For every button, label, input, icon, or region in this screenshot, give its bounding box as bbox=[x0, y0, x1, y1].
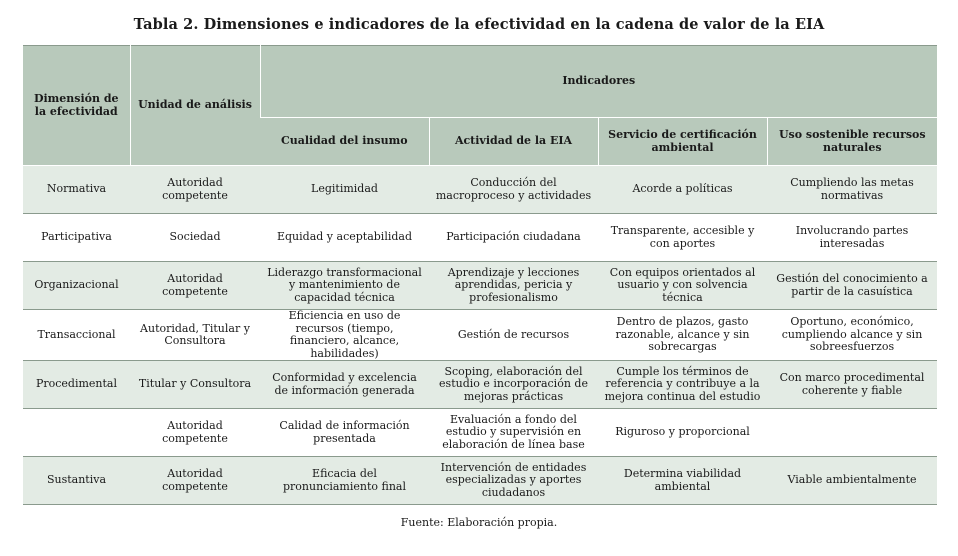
table-row bbox=[23, 166, 937, 214]
table-cell: Eficacia del pronunciamiento final bbox=[260, 457, 429, 505]
header-col-uso: Uso sostenible recursos naturales bbox=[767, 118, 937, 166]
table-cell: Equidad y aceptabilidad bbox=[260, 214, 429, 262]
table-cell: Gestión del conocimiento a partir de la casuística bbox=[767, 262, 937, 310]
table-row bbox=[23, 214, 937, 262]
table-cell: Con marco procedimental coherente y fiable bbox=[767, 361, 937, 409]
table-cell: Eficiencia en uso de recursos (tiempo, financiero, alcance, habilidades) bbox=[260, 310, 429, 361]
table-cell: Conducción del macroproceso y actividades bbox=[429, 166, 598, 214]
table-cell: Sociedad bbox=[130, 214, 260, 262]
table-cell bbox=[23, 409, 130, 457]
source-note: Fuente: Elaboración propia. bbox=[400, 516, 558, 529]
table-cell: Evaluación a fondo del estudio y supervisión en elaboración de línea base bbox=[429, 409, 598, 457]
table-cell: Aprendizaje y lecciones aprendidas, pericia y profesionalismo bbox=[429, 262, 598, 310]
table-row bbox=[23, 262, 937, 310]
table-cell: Participación ciudadana bbox=[429, 214, 598, 262]
table-cell: Legitimidad bbox=[260, 166, 429, 214]
table-cell: Procedimental bbox=[23, 361, 130, 409]
table-row bbox=[23, 457, 937, 505]
table-cell: Sustantiva bbox=[23, 457, 130, 505]
indicators-table bbox=[23, 45, 937, 505]
table-cell: Transparente, accesible y con aportes bbox=[598, 214, 767, 262]
table-cell bbox=[767, 409, 937, 457]
table-cell: Autoridad competente bbox=[130, 457, 260, 505]
table-cell: Acorde a políticas bbox=[598, 166, 767, 214]
table-cell: Autoridad competente bbox=[130, 166, 260, 214]
table-cell: Calidad de información presentada bbox=[260, 409, 429, 457]
table-cell: Cumple los términos de referencia y contribuye a la mejora continua del estudio bbox=[598, 361, 767, 409]
table-cell: Autoridad competente bbox=[130, 409, 260, 457]
table-cell: Organizacional bbox=[23, 262, 130, 310]
table-row bbox=[23, 409, 937, 457]
table-row bbox=[23, 361, 937, 409]
table-cell: Autoridad competente bbox=[130, 262, 260, 310]
header-col-actividad: Actividad de la EIA bbox=[429, 118, 598, 166]
header-unidad: Unidad de análisis bbox=[130, 46, 260, 166]
table-cell: Viable ambientalmente bbox=[767, 457, 937, 505]
table-cell: Cumpliendo las metas normativas bbox=[767, 166, 937, 214]
table-cell: Determina viabilidad ambiental bbox=[598, 457, 767, 505]
header-col-insumo: Cualidad del insumo bbox=[260, 118, 429, 166]
header-col-servicio: Servicio de certificación ambiental bbox=[598, 118, 767, 166]
table-cell: Autoridad, Titular y Consultora bbox=[130, 310, 260, 361]
table-cell: Riguroso y proporcional bbox=[598, 409, 767, 457]
table-cell: Liderazgo transformacional y mantenimiento de capacidad técnica bbox=[260, 262, 429, 310]
table-cell: Oportuno, económico, cumpliendo alcance y sin sobreesfuerzos bbox=[767, 310, 937, 361]
table-cell: Con equipos orientados al usuario y con solvencia técnica bbox=[598, 262, 767, 310]
header-indicadores: Indicadores bbox=[260, 46, 937, 118]
table-cell: Participativa bbox=[23, 214, 130, 262]
table-cell: Gestión de recursos bbox=[429, 310, 598, 361]
table-cell: Conformidad y excelencia de información generada bbox=[260, 361, 429, 409]
table-cell: Dentro de plazos, gasto razonable, alcance y sin sobrecargas bbox=[598, 310, 767, 361]
table-row bbox=[23, 310, 937, 361]
table-cell: Transaccional bbox=[23, 310, 130, 361]
table-cell: Normativa bbox=[23, 166, 130, 214]
table-title: Tabla 2. Dimensiones e indicadores de la efectividad en la cadena de valor de la EIA bbox=[133, 16, 825, 33]
table-cell: Involucrando partes interesadas bbox=[767, 214, 937, 262]
table-cell: Scoping, elaboración del estudio e incorporación de mejoras prácticas bbox=[429, 361, 598, 409]
table-cell: Intervención de entidades especializadas y aportes ciudadanos bbox=[429, 457, 598, 505]
table-cell: Titular y Consultora bbox=[130, 361, 260, 409]
header-dimension: Dimensión de la efectividad bbox=[23, 46, 130, 166]
